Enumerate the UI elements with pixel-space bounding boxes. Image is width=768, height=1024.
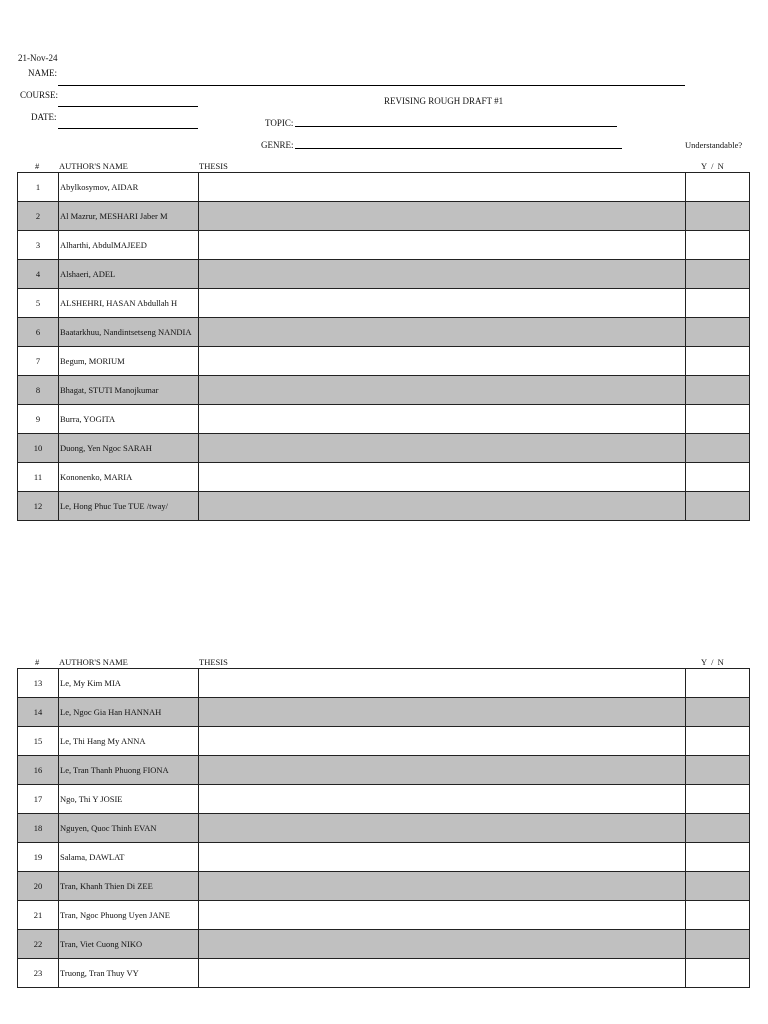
row-number: 17 [18, 785, 59, 814]
row-number: 4 [18, 260, 59, 289]
table-row [18, 347, 750, 376]
understandable-yn-cell[interactable] [686, 492, 750, 521]
understandable-yn-cell[interactable] [686, 698, 750, 727]
understandable-yn-cell[interactable] [686, 231, 750, 260]
row-number: 12 [18, 492, 59, 521]
author-name-cell: Truong, Tran Thuy VY [59, 959, 199, 988]
author-name-cell: Le, Tran Thanh Phuong FIONA [59, 756, 199, 785]
name-field-line[interactable] [58, 85, 685, 86]
author-name-cell: Abylkosymov, AIDAR [59, 173, 199, 202]
table-row [18, 669, 750, 698]
understandable-yn-cell[interactable] [686, 347, 750, 376]
col-yn-header: Y / N [701, 161, 724, 171]
table-row [18, 173, 750, 202]
author-name-cell: Salama, DAWLAT [59, 843, 199, 872]
thesis-cell[interactable] [199, 318, 686, 347]
author-name-cell: Tran, Ngoc Phuong Uyen JANE [59, 901, 199, 930]
row-number: 9 [18, 405, 59, 434]
table-row [18, 872, 750, 901]
row-number: 19 [18, 843, 59, 872]
author-name-cell: ALSHEHRI, HASAN Abdullah H [59, 289, 199, 318]
row-number: 8 [18, 376, 59, 405]
table-row [18, 901, 750, 930]
table-row [18, 260, 750, 289]
table-row [18, 405, 750, 434]
thesis-cell[interactable] [199, 173, 686, 202]
thesis-cell[interactable] [199, 698, 686, 727]
row-number: 18 [18, 814, 59, 843]
col-author-header-2: AUTHOR'S NAME [59, 657, 128, 667]
name-label: NAME: [28, 68, 57, 78]
author-name-cell: Le, Thi Hang My ANNA [59, 727, 199, 756]
understandable-yn-cell[interactable] [686, 202, 750, 231]
understandable-yn-cell[interactable] [686, 669, 750, 698]
author-name-cell: Burra, YOGITA [59, 405, 199, 434]
course-label: COURSE: [20, 90, 59, 100]
row-number: 10 [18, 434, 59, 463]
row-number: 22 [18, 930, 59, 959]
author-name-cell: Nguyen, Quoc Thinh EVAN [59, 814, 199, 843]
author-name-cell: Kononenko, MARIA [59, 463, 199, 492]
col-author-header: AUTHOR'S NAME [59, 161, 128, 171]
understandable-yn-cell[interactable] [686, 463, 750, 492]
author-name-cell: Al Mazrur, MESHARI Jaber M [59, 202, 199, 231]
thesis-cell[interactable] [199, 289, 686, 318]
thesis-cell[interactable] [199, 376, 686, 405]
understandable-yn-cell[interactable] [686, 376, 750, 405]
row-number: 15 [18, 727, 59, 756]
row-number: 6 [18, 318, 59, 347]
understandable-yn-cell[interactable] [686, 843, 750, 872]
topic-label: TOPIC: [265, 118, 294, 128]
genre-field-line[interactable] [295, 148, 622, 149]
author-name-cell: Ngo, Thi Y JOSIE [59, 785, 199, 814]
table-row [18, 843, 750, 872]
row-number: 2 [18, 202, 59, 231]
col-thesis-header-2: THESIS [199, 657, 228, 667]
table-row [18, 698, 750, 727]
understandable-yn-cell[interactable] [686, 785, 750, 814]
row-number: 23 [18, 959, 59, 988]
table-row [18, 463, 750, 492]
table-row [18, 814, 750, 843]
col-yn-header-2: Y / N [701, 657, 724, 667]
thesis-cell[interactable] [199, 260, 686, 289]
understandable-yn-cell[interactable] [686, 318, 750, 347]
row-number: 3 [18, 231, 59, 260]
date-field-line[interactable] [58, 128, 198, 129]
col-thesis-header: THESIS [199, 161, 228, 171]
author-name-cell: Le, My Kim MIA [59, 669, 199, 698]
thesis-cell[interactable] [199, 434, 686, 463]
author-name-cell: Le, Ngoc Gia Han HANNAH [59, 698, 199, 727]
understandable-yn-cell[interactable] [686, 930, 750, 959]
col-num-header-2: # [35, 657, 40, 667]
author-name-cell: Alshaeri, ADEL [59, 260, 199, 289]
row-number: 13 [18, 669, 59, 698]
understandable-yn-cell[interactable] [686, 756, 750, 785]
thesis-cell[interactable] [199, 231, 686, 260]
course-field-line[interactable] [58, 106, 198, 107]
table-row [18, 318, 750, 347]
author-name-cell: Tran, Viet Cuong NIKO [59, 930, 199, 959]
col-num-header: # [35, 161, 40, 171]
understandable-yn-cell[interactable] [686, 405, 750, 434]
understandable-label: Understandable? [685, 140, 743, 150]
author-name-cell: Le, Hong Phuc Tue TUE /tway/ [59, 492, 199, 521]
table-row [18, 202, 750, 231]
understandable-yn-cell[interactable] [686, 289, 750, 318]
thesis-cell[interactable] [199, 901, 686, 930]
understandable-yn-cell[interactable] [686, 260, 750, 289]
thesis-cell[interactable] [199, 843, 686, 872]
thesis-cell[interactable] [199, 756, 686, 785]
date-label: DATE: [31, 112, 57, 122]
understandable-yn-cell[interactable] [686, 434, 750, 463]
row-number: 20 [18, 872, 59, 901]
student-table-1 [17, 172, 750, 521]
table-row [18, 959, 750, 988]
table-row [18, 376, 750, 405]
author-name-cell: Bhagat, STUTI Manojkumar [59, 376, 199, 405]
thesis-cell[interactable] [199, 463, 686, 492]
row-number: 14 [18, 698, 59, 727]
student-table-2 [17, 668, 750, 988]
row-number: 7 [18, 347, 59, 376]
row-number: 1 [18, 173, 59, 202]
thesis-cell[interactable] [199, 669, 686, 698]
thesis-cell[interactable] [199, 727, 686, 756]
thesis-cell[interactable] [199, 405, 686, 434]
understandable-yn-cell[interactable] [686, 173, 750, 202]
topic-field-line[interactable] [295, 126, 617, 127]
thesis-cell[interactable] [199, 492, 686, 521]
thesis-cell[interactable] [199, 872, 686, 901]
table-row [18, 492, 750, 521]
row-number: 21 [18, 901, 59, 930]
document-title: REVISING ROUGH DRAFT #1 [384, 96, 504, 106]
genre-label: GENRE: [261, 140, 294, 150]
understandable-yn-cell[interactable] [686, 872, 750, 901]
author-name-cell: Alharthi, AbdulMAJEED [59, 231, 199, 260]
author-name-cell: Begum, MORIUM [59, 347, 199, 376]
table-row [18, 756, 750, 785]
understandable-yn-cell[interactable] [686, 727, 750, 756]
thesis-cell[interactable] [199, 959, 686, 988]
table-row [18, 231, 750, 260]
row-number: 16 [18, 756, 59, 785]
table-row [18, 434, 750, 463]
table-row [18, 930, 750, 959]
understandable-yn-cell[interactable] [686, 901, 750, 930]
row-number: 5 [18, 289, 59, 318]
author-name-cell: Tran, Khanh Thien Di ZEE [59, 872, 199, 901]
row-number: 11 [18, 463, 59, 492]
thesis-cell[interactable] [199, 814, 686, 843]
table-row [18, 785, 750, 814]
understandable-yn-cell[interactable] [686, 814, 750, 843]
understandable-yn-cell[interactable] [686, 959, 750, 988]
thesis-cell[interactable] [199, 785, 686, 814]
table-row [18, 727, 750, 756]
date-value: 21-Nov-24 [18, 53, 58, 63]
table-row [18, 289, 750, 318]
thesis-cell[interactable] [199, 347, 686, 376]
thesis-cell[interactable] [199, 930, 686, 959]
author-name-cell: Duong, Yen Ngoc SARAH [59, 434, 199, 463]
author-name-cell: Baatarkhuu, Nandintsetseng NANDIA [59, 318, 199, 347]
thesis-cell[interactable] [199, 202, 686, 231]
